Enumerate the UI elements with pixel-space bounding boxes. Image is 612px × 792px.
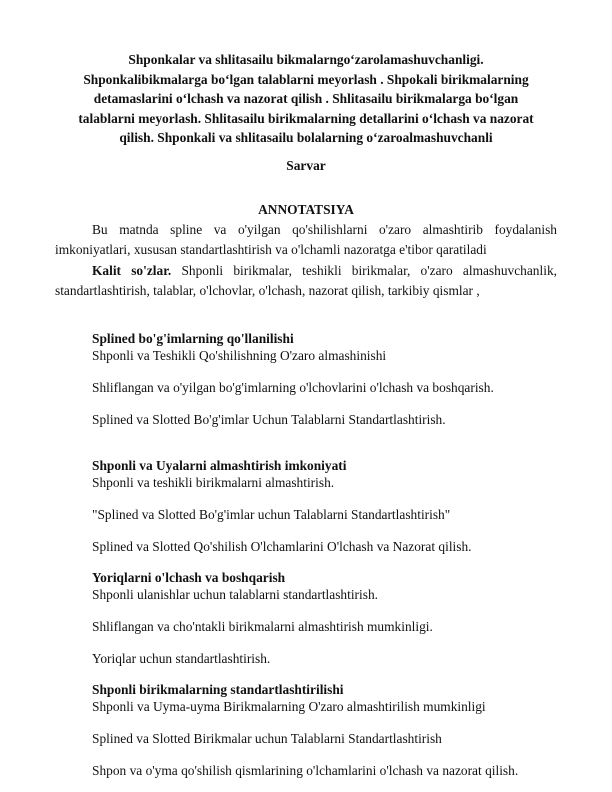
section-item: Shponli va Teshikli Qo'shilishning O'zaro almashinishi (92, 348, 387, 363)
section-item: Splined va Slotted Qo'shilish O'lchamlarini O'lchash va Nazorat qilish. (92, 539, 472, 554)
author-name: Sarvar (286, 158, 326, 173)
section-title: Shponli va Uyalarni almashtirish imkoniyati (92, 458, 347, 473)
section (92, 681, 562, 779)
section-item: Shliflangan va cho'ntakli birikmalarni almashtirish mumkinligi. (92, 619, 433, 634)
section (92, 569, 562, 667)
abstract-heading: ANNOTATSIYA (258, 202, 354, 217)
section-item: Yoriqlar uchun standartlashtirish. (92, 651, 271, 666)
section-title: Shponli birikmalarning standartlashtirilishi (92, 682, 344, 697)
title-line: Shponkalibikmalarga bo‘lgan talablarni meyorlash . Shpokali birikmalarning (83, 71, 529, 87)
keywords-label: Kalit so'zlar. (92, 263, 172, 278)
section-item: "Splined va Slotted Bo'g'imlar uchun Talablarni Standartlashtirish" (92, 507, 451, 522)
section (92, 457, 562, 555)
section-title: Splined bo'g'imlarning qo'llanilishi (92, 331, 294, 346)
title-line: qilish. Shponkali va shlitasailu bolalarning o‘zaroalmashuvchanli (119, 130, 493, 145)
title-line: talablarni meyorlash. Shlitasailu birikmalarning detallarini o‘lchash va nazorat (78, 110, 534, 126)
document-title (60, 50, 552, 148)
section-item: Shponli va Uyma-uyma Birikmalarning O'zaro almashtirilish mumkinligi (92, 699, 486, 714)
section-item: Splined va Slotted Bo'g'imlar Uchun Talablarni Standartlashtirish. (92, 412, 446, 427)
section (92, 330, 562, 428)
section-title: Yoriqlarni o'lchash va boshqarish (92, 570, 286, 585)
section-item: Shpon va o'yma qo'shilish qismlarining o'lchamlarini o'lchash va nazorat qilish. (92, 763, 519, 778)
section-item: Splined va Slotted Birikmalar uchun Talablarni Standartlashtirish (92, 731, 442, 746)
abstract-paragraph: Bu matnda spline va o'yilgan qo'shilishlarni o'zaro almashtirib foydalanish imkoniyatlari, xususan standartlashtirish va o'lchamli nazoratga e'tibor qaratiladi (55, 222, 557, 257)
section-item: Shponli va teshikli birikmalarni almashtirish. (92, 475, 335, 490)
title-line: Shponkalar va shlitasailu bikmalarngo‘zarolamashuvchanligi. (128, 52, 484, 67)
section-item: Shponli ulanishlar uchun talablarni standartlashtirish. (92, 587, 378, 602)
title-line: detamaslarini o‘lchash va nazorat qilish . Shlitasailu birikmalarga bo‘lgan (93, 91, 519, 106)
keywords-paragraph (55, 261, 557, 301)
keywords-text: Shponli birikmalar, teshikli birikmalar, o'zaro almashuvchanlik, standartlashtirish, talablar, o'lchovlar, o'lchash, nazorat qilish, tarkibiy qismlar , (55, 263, 557, 298)
section-item: Shliflangan va o'yilgan bo'g'imlarning o'lchovlarini o'lchash va boshqarish. (92, 380, 494, 395)
